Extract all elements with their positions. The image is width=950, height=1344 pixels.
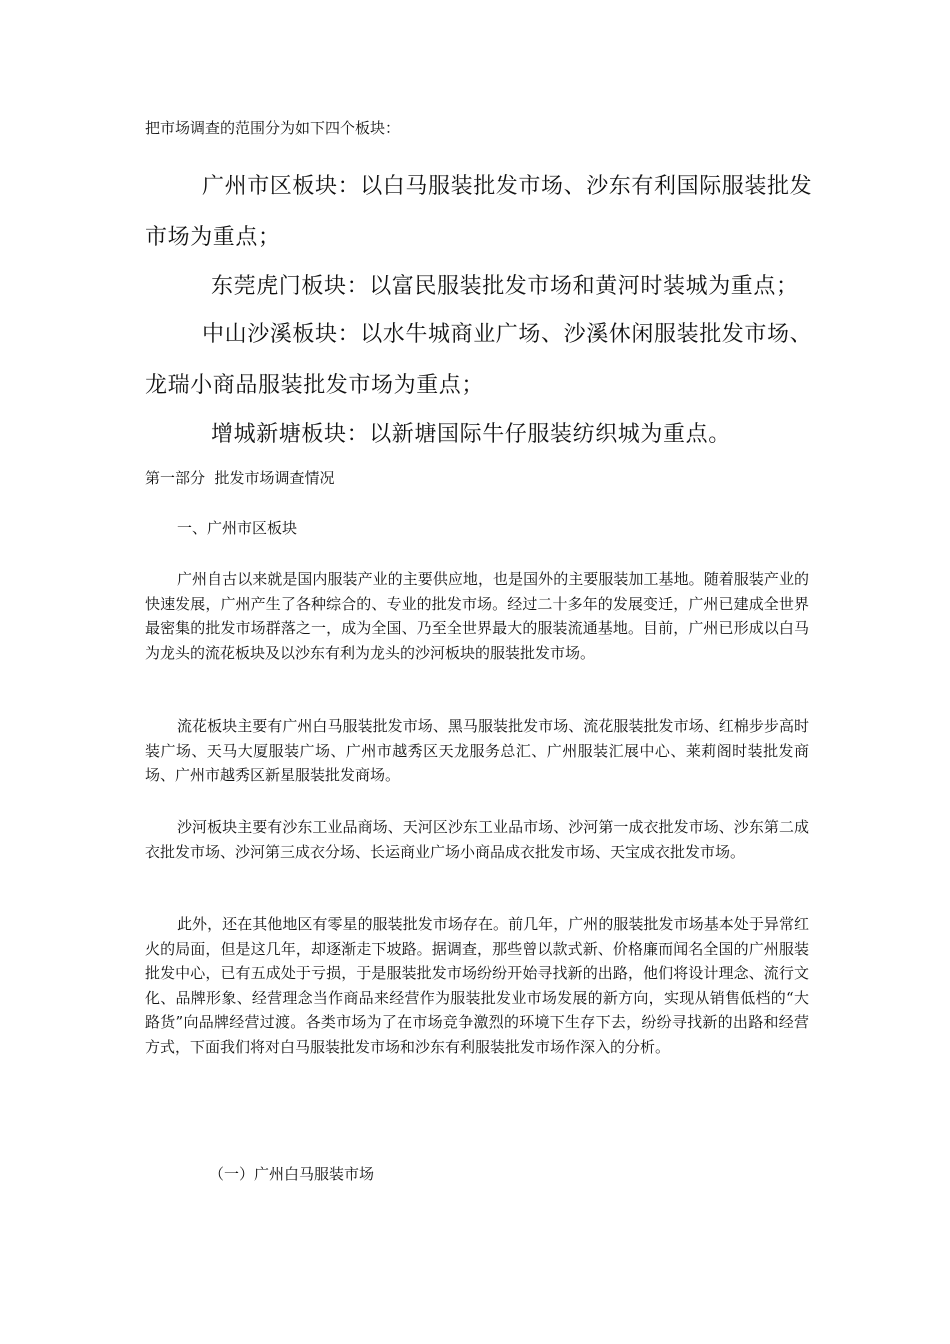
section-zengcheng: 增城新塘板块：以新塘国际牛仔服装纺织城为重点。 <box>211 422 731 447</box>
paragraph-shahe-block: 沙河板块主要有沙东工业品商场、天河区沙东工业品市场、沙河第一成衣批发市场、沙东第二成衣批发市场、沙河第三成衣分场、长运商业广场小商品成衣批发市场、天宝成衣批发市场。 <box>145 818 809 861</box>
intro-text: 把市场调查的范围分为如下四个板块： <box>145 119 401 137</box>
part-title: 第一部分 批发市场调查情况 <box>145 469 335 487</box>
subsection-title: 一、广州市区板块 <box>177 519 298 537</box>
subsubsection-title: （一）广州白马服装市场 <box>209 1165 375 1183</box>
section-dongguan: 东莞虎门板块：以富民服装批发市场和黄河时装城为重点； <box>211 274 799 299</box>
section-zhongshan-line1: 中山沙溪板块：以水牛城商业广场、沙溪休闲服装批发市场、 <box>202 322 813 347</box>
section-guangzhou-line1: 广州市区板块：以白马服装批发市场、沙东有利国际服装批发 <box>202 174 813 199</box>
paragraph-liuhua-block: 流花板块主要有广州白马服装批发市场、黑马服装批发市场、流花服装批发市场、红棉步步高时装广场、天马大厦服装广场、广州市越秀区天龙服务总汇、广州服装汇展中心、莱莉阁时装批发商场、广州市越秀区新星服装批发商场。 <box>145 717 809 784</box>
section-zhongshan-line2: 龙瑞小商品服装批发市场为重点； <box>145 373 485 398</box>
paragraph-guangzhou-overview: 广州自古以来就是国内服装产业的主要供应地，也是国外的主要服装加工基地。随着服装产业的快速发展，广州产生了各种综合的、专业的批发市场。经过二十多年的发展变迁，广州已建成全世界最密集的批发市场群落之一，成为全国、乃至全世界最大的服装流通基地。目前，广州已形成以白马为龙头的流花板块及以沙东有利为龙头的沙河板块的服装批发市场。 <box>145 570 809 662</box>
section-guangzhou-line2: 市场为重点； <box>145 225 281 250</box>
paragraph-market-analysis: 此外，还在其他地区有零星的服装批发市场存在。前几年，广州的服装批发市场基本处于异常红火的局面，但是这几年，却逐渐走下坡路。据调查，那些曾以款式新、价格廉而闻名全国的广州服装批发中心，已有五成处于亏损，于是服装批发市场纷纷开始寻找新的出路，他们将设计理念、流行文化、品牌形象、经营理念当作商品来经营作为服装批发业市场发展的新方向，实现从销售低档的“大路货”向品牌经营过渡。各类市场为了在市场竞争激烈的环境下生存下去，纷纷寻找新的出路和经营方式，下面我们将对白马服装批发市场和沙东有利服装批发市场作深入的分析。 <box>145 915 809 1056</box>
